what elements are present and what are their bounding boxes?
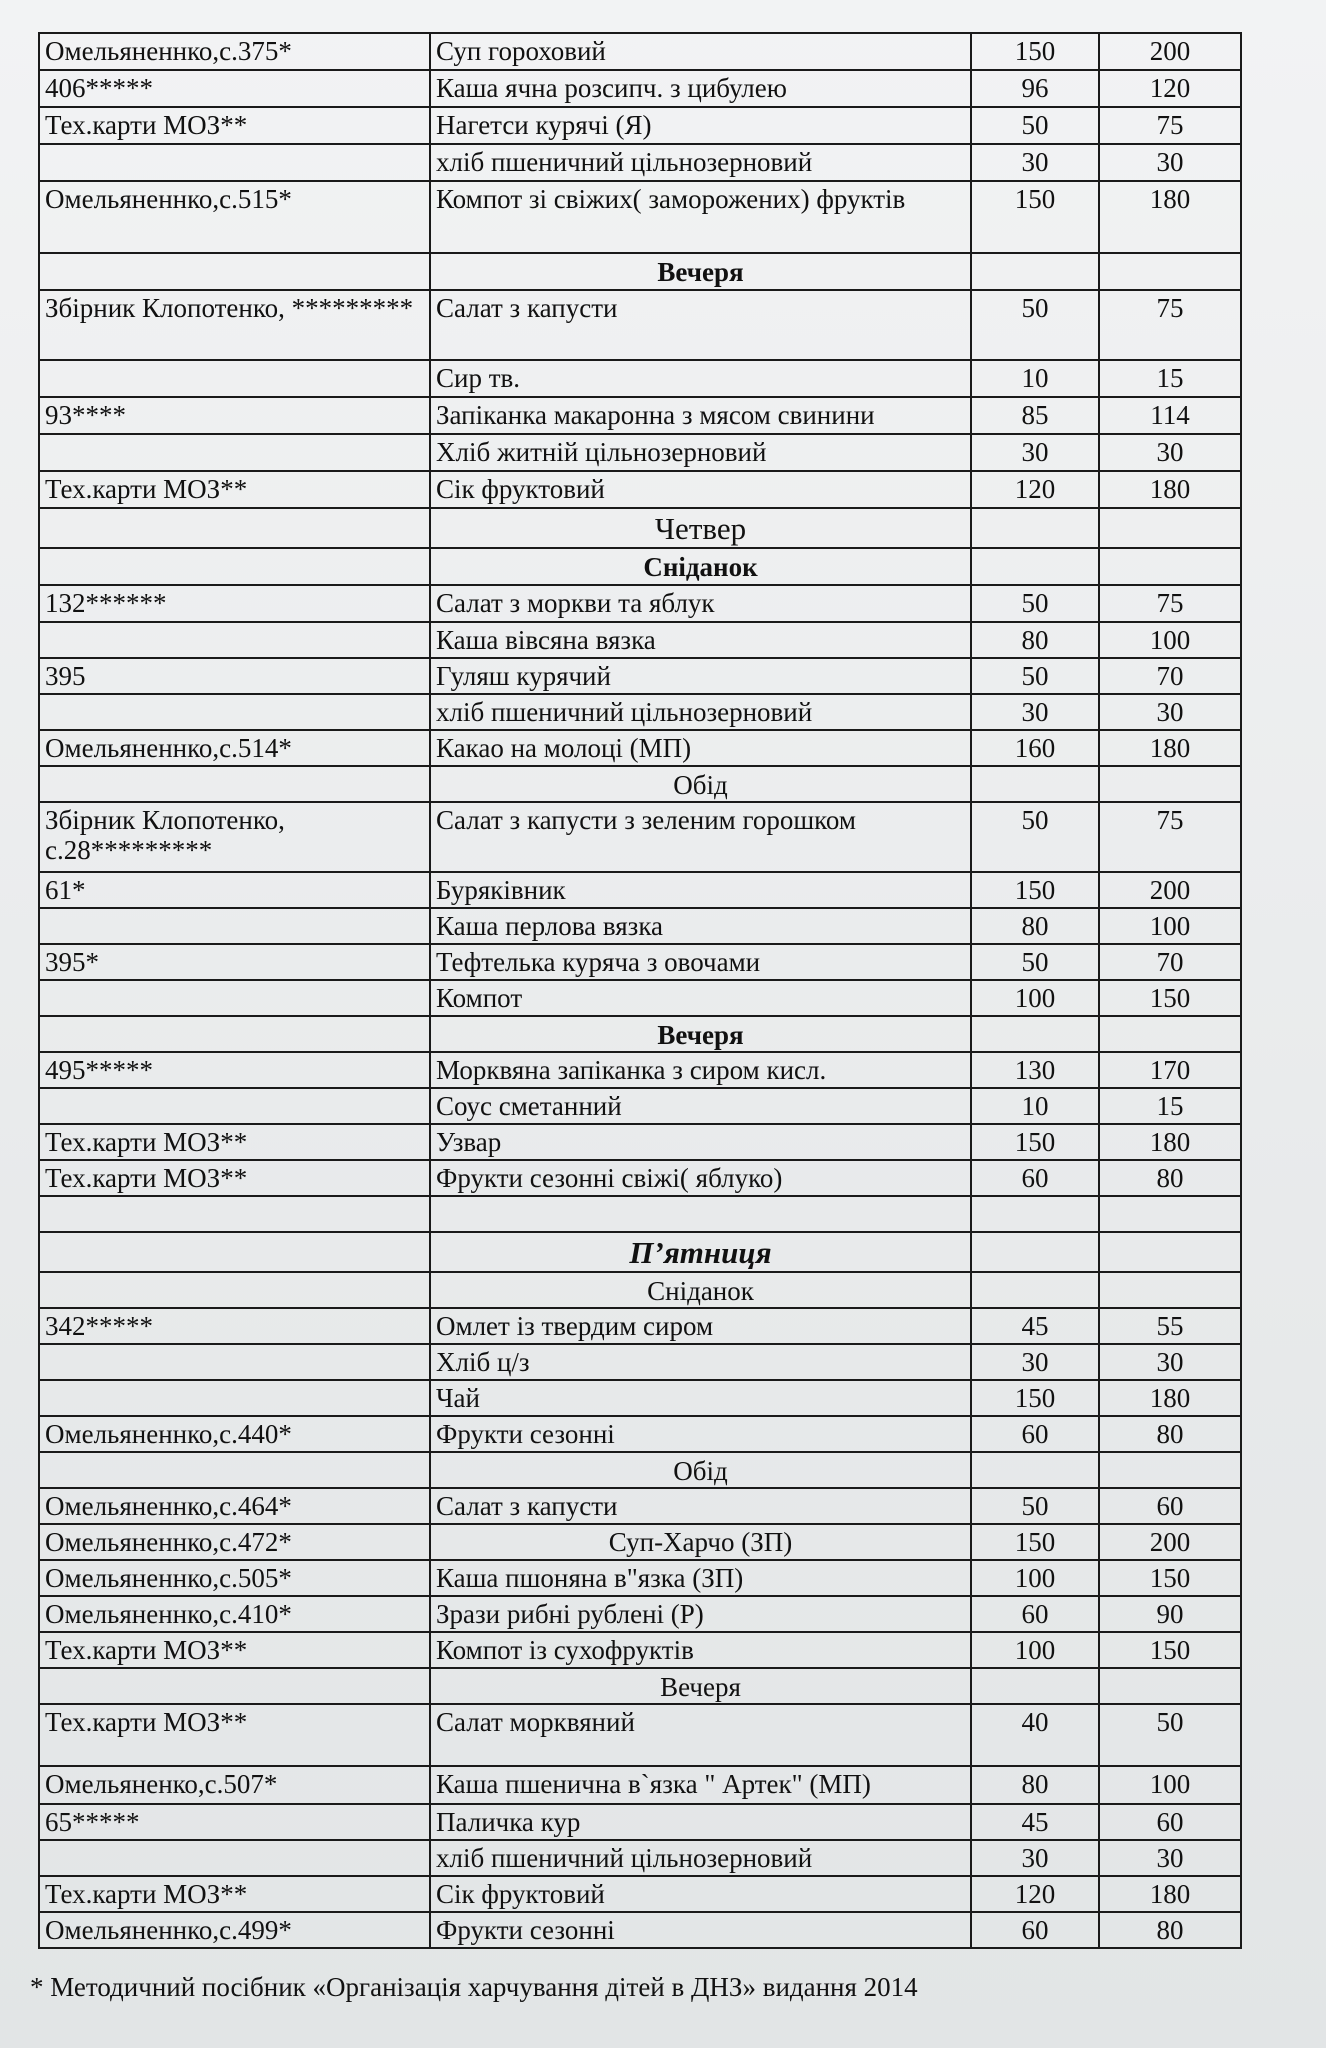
portion-small-cell: 50 bbox=[971, 1488, 1099, 1524]
portion-large-cell: 150 bbox=[1099, 1560, 1241, 1596]
portion-small-cell: 160 bbox=[971, 730, 1099, 766]
portion-large-cell: 80 bbox=[1099, 1416, 1241, 1452]
table-row bbox=[39, 658, 1241, 694]
dish-name-cell: Компот із сухофруктів bbox=[430, 1632, 971, 1668]
portion-large-cell: 30 bbox=[1099, 1840, 1241, 1876]
dish-name-cell: Буряківник bbox=[430, 872, 971, 908]
table-row bbox=[39, 622, 1241, 658]
portion-large-cell: 80 bbox=[1099, 1160, 1241, 1196]
portion-small-cell: 150 bbox=[971, 181, 1099, 253]
recipe-source-cell bbox=[39, 980, 430, 1016]
table-row bbox=[39, 1596, 1241, 1632]
dish-name-cell: Салат з моркви та яблук bbox=[430, 585, 971, 622]
portion-small-cell: 50 bbox=[971, 585, 1099, 622]
dish-name-cell: Хліб ц/з bbox=[430, 1344, 971, 1380]
portion-large-cell: 30 bbox=[1099, 694, 1241, 730]
empty-cell bbox=[39, 1452, 430, 1488]
table-row bbox=[39, 980, 1241, 1016]
portion-small-cell: 100 bbox=[971, 1632, 1099, 1668]
dish-name-cell: Сік фруктовий bbox=[430, 1876, 971, 1912]
dish-name-cell: Фрукти сезонні свіжі( яблуко) bbox=[430, 1160, 971, 1196]
portion-small-cell: 60 bbox=[971, 1912, 1099, 1948]
portion-large-cell: 200 bbox=[1099, 33, 1241, 70]
portion-large-cell: 75 bbox=[1099, 290, 1241, 360]
empty-cell bbox=[1099, 1668, 1241, 1704]
table-row bbox=[39, 1876, 1241, 1912]
portion-large-cell: 180 bbox=[1099, 1380, 1241, 1416]
empty-cell bbox=[39, 253, 430, 290]
portion-small-cell: 150 bbox=[971, 872, 1099, 908]
empty-cell bbox=[971, 1272, 1099, 1308]
dish-name-cell: Нагетси курячі (Я) bbox=[430, 107, 971, 144]
dish-name-cell: Узвар bbox=[430, 1124, 971, 1160]
portion-large-cell: 150 bbox=[1099, 980, 1241, 1016]
portion-large-cell: 100 bbox=[1099, 622, 1241, 658]
recipe-source-cell: Омельяненнко,с.515* bbox=[39, 181, 430, 253]
empty-cell bbox=[39, 1196, 430, 1232]
portion-small-cell: 45 bbox=[971, 1804, 1099, 1840]
empty-cell bbox=[971, 766, 1099, 802]
section-row bbox=[39, 1272, 1241, 1308]
recipe-source-cell: Збірник Клопотенко, с.28********* bbox=[39, 802, 430, 872]
table-row bbox=[39, 1632, 1241, 1668]
empty-cell bbox=[971, 1452, 1099, 1488]
empty-cell bbox=[1099, 508, 1241, 548]
portion-small-cell: 45 bbox=[971, 1308, 1099, 1344]
portion-large-cell: 75 bbox=[1099, 585, 1241, 622]
table-row bbox=[39, 908, 1241, 944]
recipe-source-cell bbox=[39, 144, 430, 181]
table-row bbox=[39, 1416, 1241, 1452]
recipe-source-cell bbox=[39, 1840, 430, 1876]
empty-cell bbox=[1099, 1452, 1241, 1488]
recipe-source-cell: Тех.карти МОЗ** bbox=[39, 1124, 430, 1160]
table-row bbox=[39, 70, 1241, 107]
recipe-source-cell: Тех.карти МОЗ** bbox=[39, 107, 430, 144]
recipe-source-cell: 61* bbox=[39, 872, 430, 908]
portion-large-cell: 100 bbox=[1099, 1766, 1241, 1804]
dish-name-cell: Сік фруктовий bbox=[430, 471, 971, 508]
recipe-source-cell: Тех.карти МОЗ** bbox=[39, 471, 430, 508]
portion-large-cell: 30 bbox=[1099, 1344, 1241, 1380]
portion-small-cell: 30 bbox=[971, 144, 1099, 181]
recipe-source-cell: Омельяненнко,с.464* bbox=[39, 1488, 430, 1524]
dish-name-cell: Салат з капусти bbox=[430, 1488, 971, 1524]
table-row bbox=[39, 1380, 1241, 1416]
portion-small-cell: 30 bbox=[971, 1344, 1099, 1380]
dish-name-cell: Фрукти сезонні bbox=[430, 1912, 971, 1948]
table-row bbox=[39, 33, 1241, 70]
portion-small-cell: 150 bbox=[971, 33, 1099, 70]
recipe-source-cell: 65***** bbox=[39, 1804, 430, 1840]
table-row bbox=[39, 1344, 1241, 1380]
dish-name-cell: Хліб житній цільнозерновий bbox=[430, 434, 971, 471]
recipe-source-cell: 342***** bbox=[39, 1308, 430, 1344]
section-row bbox=[39, 548, 1241, 585]
portion-small-cell: 50 bbox=[971, 290, 1099, 360]
dish-name-cell: Соус сметанний bbox=[430, 1088, 971, 1124]
portion-small-cell: 60 bbox=[971, 1416, 1099, 1452]
empty-cell bbox=[1099, 1196, 1241, 1232]
dish-name-cell: Каша пшенична в`язка " Артек" (МП) bbox=[430, 1766, 971, 1804]
portion-small-cell: 10 bbox=[971, 1088, 1099, 1124]
portion-small-cell: 30 bbox=[971, 1840, 1099, 1876]
table-row bbox=[39, 1804, 1241, 1840]
portion-large-cell: 70 bbox=[1099, 944, 1241, 980]
recipe-source-cell: Омельяненнко,с.472* bbox=[39, 1524, 430, 1560]
table-row bbox=[39, 1308, 1241, 1344]
recipe-source-cell: 406***** bbox=[39, 70, 430, 107]
section-heading: Вечеря bbox=[430, 253, 971, 290]
dish-name-cell: хліб пшеничний цільнозерновий bbox=[430, 694, 971, 730]
table-row bbox=[39, 1704, 1241, 1766]
empty-cell bbox=[39, 766, 430, 802]
recipe-source-cell bbox=[39, 1380, 430, 1416]
portion-large-cell: 180 bbox=[1099, 730, 1241, 766]
table-row bbox=[39, 730, 1241, 766]
dish-name-cell: Каша перлова вязка bbox=[430, 908, 971, 944]
section-heading: П’ятниця bbox=[430, 1232, 971, 1272]
portion-small-cell: 50 bbox=[971, 107, 1099, 144]
section-row bbox=[39, 253, 1241, 290]
portion-small-cell: 85 bbox=[971, 397, 1099, 434]
portion-large-cell: 180 bbox=[1099, 1124, 1241, 1160]
section-row bbox=[39, 1016, 1241, 1052]
table-row bbox=[39, 471, 1241, 508]
recipe-source-cell: Омельяненнко,с.375* bbox=[39, 33, 430, 70]
empty-cell bbox=[1099, 1272, 1241, 1308]
portion-small-cell: 60 bbox=[971, 1160, 1099, 1196]
empty-cell bbox=[39, 1016, 430, 1052]
recipe-source-cell: 395 bbox=[39, 658, 430, 694]
recipe-source-cell: Омельяненнко,с.440* bbox=[39, 1416, 430, 1452]
table-row bbox=[39, 1088, 1241, 1124]
table-row bbox=[39, 397, 1241, 434]
dish-name-cell: хліб пшеничний цільнозерновий bbox=[430, 1840, 971, 1876]
portion-small-cell: 50 bbox=[971, 658, 1099, 694]
dish-name-cell: Паличка кур bbox=[430, 1804, 971, 1840]
menu-table bbox=[38, 32, 1242, 1949]
recipe-source-cell: Омельяненко,с.507* bbox=[39, 1766, 430, 1804]
blank-row bbox=[39, 1196, 1241, 1232]
empty-cell bbox=[1099, 1232, 1241, 1272]
portion-large-cell: 60 bbox=[1099, 1488, 1241, 1524]
portion-small-cell: 30 bbox=[971, 694, 1099, 730]
recipe-source-cell bbox=[39, 908, 430, 944]
empty-cell bbox=[971, 253, 1099, 290]
recipe-source-cell: Тех.карти МОЗ** bbox=[39, 1632, 430, 1668]
empty-cell bbox=[971, 508, 1099, 548]
dish-name-cell: Компот bbox=[430, 980, 971, 1016]
section-row bbox=[39, 508, 1241, 548]
portion-small-cell: 150 bbox=[971, 1124, 1099, 1160]
section-row bbox=[39, 1232, 1241, 1272]
dish-name-cell: Каша вівсяна вязка bbox=[430, 622, 971, 658]
empty-cell bbox=[1099, 253, 1241, 290]
portion-large-cell: 200 bbox=[1099, 872, 1241, 908]
portion-large-cell: 180 bbox=[1099, 1876, 1241, 1912]
dish-name-cell: Компот зі свіжих( заморожених) фруктів bbox=[430, 181, 971, 253]
table-row bbox=[39, 360, 1241, 397]
dish-name-cell: Салат морквяний bbox=[430, 1704, 971, 1766]
dish-name-cell: Омлет із твердим сиром bbox=[430, 1308, 971, 1344]
recipe-source-cell: 395* bbox=[39, 944, 430, 980]
portion-large-cell: 75 bbox=[1099, 107, 1241, 144]
portion-large-cell: 75 bbox=[1099, 802, 1241, 872]
recipe-source-cell bbox=[39, 1344, 430, 1380]
recipe-source-cell: Омельяненнко,с.514* bbox=[39, 730, 430, 766]
portion-small-cell: 80 bbox=[971, 622, 1099, 658]
recipe-source-cell bbox=[39, 360, 430, 397]
footnote: * Методичний посібник «Організація харчування дітей в ДНЗ» видання 2014 bbox=[30, 1972, 918, 2002]
table-row bbox=[39, 1124, 1241, 1160]
section-heading: Сніданок bbox=[430, 1272, 971, 1308]
portion-small-cell: 120 bbox=[971, 1876, 1099, 1912]
recipe-source-cell: 495***** bbox=[39, 1052, 430, 1088]
section-row bbox=[39, 766, 1241, 802]
recipe-source-cell bbox=[39, 622, 430, 658]
recipe-source-cell: Омельяненнко,с.505* bbox=[39, 1560, 430, 1596]
portion-large-cell: 15 bbox=[1099, 360, 1241, 397]
dish-name-cell: Зрази рибні рублені (Р) bbox=[430, 1596, 971, 1632]
table-row bbox=[39, 872, 1241, 908]
section-heading: Обід bbox=[430, 1452, 971, 1488]
recipe-source-cell: Омельяненнко,с.499* bbox=[39, 1912, 430, 1948]
recipe-source-cell: 132****** bbox=[39, 585, 430, 622]
dish-name-cell: Морквяна запіканка з сиром кисл. bbox=[430, 1052, 971, 1088]
portion-large-cell: 170 bbox=[1099, 1052, 1241, 1088]
table-row bbox=[39, 107, 1241, 144]
empty-cell bbox=[971, 1668, 1099, 1704]
table-row bbox=[39, 1766, 1241, 1804]
portion-large-cell: 70 bbox=[1099, 658, 1241, 694]
portion-small-cell: 96 bbox=[971, 70, 1099, 107]
table-row bbox=[39, 1052, 1241, 1088]
portion-large-cell: 30 bbox=[1099, 434, 1241, 471]
table-row bbox=[39, 1560, 1241, 1596]
table-row bbox=[39, 181, 1241, 253]
section-heading: Четвер bbox=[430, 508, 971, 548]
empty-cell bbox=[430, 1196, 971, 1232]
dish-name-cell: Суп гороховий bbox=[430, 33, 971, 70]
portion-small-cell: 50 bbox=[971, 944, 1099, 980]
portion-small-cell: 120 bbox=[971, 471, 1099, 508]
portion-large-cell: 60 bbox=[1099, 1804, 1241, 1840]
dish-name-cell: Какао на молоці (МП) bbox=[430, 730, 971, 766]
dish-name-cell: Суп-Харчо (ЗП) bbox=[430, 1524, 971, 1560]
table-row bbox=[39, 1912, 1241, 1948]
recipe-source-cell bbox=[39, 694, 430, 730]
portion-small-cell: 30 bbox=[971, 434, 1099, 471]
dish-name-cell: хліб пшеничний цільнозерновий bbox=[430, 144, 971, 181]
section-row bbox=[39, 1452, 1241, 1488]
portion-small-cell: 40 bbox=[971, 1704, 1099, 1766]
portion-large-cell: 180 bbox=[1099, 471, 1241, 508]
section-heading: Обід bbox=[430, 766, 971, 802]
portion-small-cell: 80 bbox=[971, 1766, 1099, 1804]
recipe-source-cell: Тех.карти МОЗ** bbox=[39, 1876, 430, 1912]
portion-small-cell: 80 bbox=[971, 908, 1099, 944]
dish-name-cell: Чай bbox=[430, 1380, 971, 1416]
menu-table-body bbox=[39, 33, 1241, 1948]
dish-name-cell: Запіканка макаронна з мясом свинини bbox=[430, 397, 971, 434]
portion-small-cell: 150 bbox=[971, 1380, 1099, 1416]
recipe-source-cell: 93**** bbox=[39, 397, 430, 434]
section-heading: Сніданок bbox=[430, 548, 971, 585]
dish-name-cell: Фрукти сезонні bbox=[430, 1416, 971, 1452]
portion-large-cell: 50 bbox=[1099, 1704, 1241, 1766]
dish-name-cell: Салат з капусти з зеленим горошком bbox=[430, 802, 971, 872]
dish-name-cell: Каша ячна розсипч. з цибулею bbox=[430, 70, 971, 107]
recipe-source-cell: Тех.карти МОЗ** bbox=[39, 1704, 430, 1766]
empty-cell bbox=[971, 1016, 1099, 1052]
portion-large-cell: 80 bbox=[1099, 1912, 1241, 1948]
portion-large-cell: 90 bbox=[1099, 1596, 1241, 1632]
table-row bbox=[39, 1524, 1241, 1560]
portion-small-cell: 10 bbox=[971, 360, 1099, 397]
table-row bbox=[39, 694, 1241, 730]
section-row bbox=[39, 1668, 1241, 1704]
portion-large-cell: 55 bbox=[1099, 1308, 1241, 1344]
dish-name-cell: Гуляш курячий bbox=[430, 658, 971, 694]
empty-cell bbox=[39, 1232, 430, 1272]
recipe-source-cell bbox=[39, 434, 430, 471]
portion-small-cell: 100 bbox=[971, 980, 1099, 1016]
portion-small-cell: 60 bbox=[971, 1596, 1099, 1632]
portion-small-cell: 130 bbox=[971, 1052, 1099, 1088]
portion-large-cell: 15 bbox=[1099, 1088, 1241, 1124]
dish-name-cell: Сир тв. bbox=[430, 360, 971, 397]
section-heading: Вечеря bbox=[430, 1668, 971, 1704]
empty-cell bbox=[1099, 548, 1241, 585]
portion-large-cell: 30 bbox=[1099, 144, 1241, 181]
table-row bbox=[39, 585, 1241, 622]
table-row bbox=[39, 434, 1241, 471]
dish-name-cell: Салат з капусти bbox=[430, 290, 971, 360]
recipe-source-cell: Тех.карти МОЗ** bbox=[39, 1160, 430, 1196]
section-heading: Вечеря bbox=[430, 1016, 971, 1052]
portion-large-cell: 180 bbox=[1099, 181, 1241, 253]
recipe-source-cell: Омельяненнко,с.410* bbox=[39, 1596, 430, 1632]
table-row bbox=[39, 1160, 1241, 1196]
empty-cell bbox=[39, 1272, 430, 1308]
portion-large-cell: 120 bbox=[1099, 70, 1241, 107]
empty-cell bbox=[39, 1668, 430, 1704]
dish-name-cell: Тефтелька куряча з овочами bbox=[430, 944, 971, 980]
portion-large-cell: 150 bbox=[1099, 1632, 1241, 1668]
table-row bbox=[39, 290, 1241, 360]
empty-cell bbox=[39, 508, 430, 548]
table-row bbox=[39, 1840, 1241, 1876]
recipe-source-cell: Збірник Клопотенко, ********* bbox=[39, 290, 430, 360]
table-row bbox=[39, 1488, 1241, 1524]
empty-cell bbox=[971, 1196, 1099, 1232]
portion-large-cell: 114 bbox=[1099, 397, 1241, 434]
portion-small-cell: 50 bbox=[971, 802, 1099, 872]
table-row bbox=[39, 802, 1241, 872]
empty-cell bbox=[1099, 766, 1241, 802]
portion-small-cell: 100 bbox=[971, 1560, 1099, 1596]
portion-large-cell: 100 bbox=[1099, 908, 1241, 944]
empty-cell bbox=[971, 548, 1099, 585]
recipe-source-cell bbox=[39, 1088, 430, 1124]
dish-name-cell: Каша пшоняна в"язка (ЗП) bbox=[430, 1560, 971, 1596]
table-row bbox=[39, 944, 1241, 980]
empty-cell bbox=[1099, 1016, 1241, 1052]
empty-cell bbox=[971, 1232, 1099, 1272]
table-row bbox=[39, 144, 1241, 181]
portion-large-cell: 200 bbox=[1099, 1524, 1241, 1560]
portion-small-cell: 150 bbox=[971, 1524, 1099, 1560]
empty-cell bbox=[39, 548, 430, 585]
